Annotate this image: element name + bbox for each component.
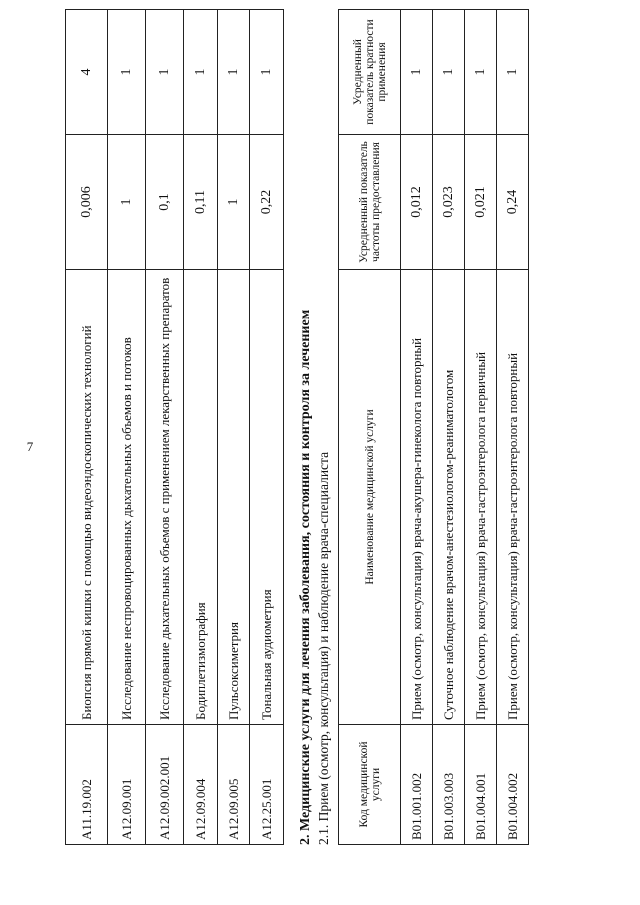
frequency-cell: 0,24 [497, 135, 529, 270]
multiplicity-cell: 4 [66, 10, 108, 135]
frequency-cell: 0,1 [146, 135, 184, 270]
table-row [497, 10, 529, 845]
frequency-cell: 0,006 [66, 135, 108, 270]
service-code-cell: B01.004.002 [497, 725, 529, 845]
service-code-cell: A12.09.001 [108, 725, 146, 845]
frequency-cell: 0,021 [465, 135, 497, 270]
section-heading: 2. Медицинские услуги для лечения заболевания, состояния и контроля за лечением [298, 309, 313, 845]
header-frequency: Усредненный показатель частоты предоставления [339, 135, 401, 270]
service-name-cell: Тональная аудиометрия [250, 270, 284, 725]
multiplicity-cell: 1 [108, 10, 146, 135]
multiplicity-cell: 1 [218, 10, 250, 135]
service-name-cell: Суточное наблюдение врачом-анестезиологом-реаниматологом [433, 270, 465, 725]
frequency-cell: 0,023 [433, 135, 465, 270]
multiplicity-cell: 1 [497, 10, 529, 135]
service-name-cell: Исследование дыхательных объемов с применением лекарственных препаратов [146, 270, 184, 725]
frequency-cell: 1 [218, 135, 250, 270]
multiplicity-cell: 1 [465, 10, 497, 135]
service-code-cell: B01.004.001 [465, 725, 497, 845]
frequency-cell: 1 [108, 135, 146, 270]
table-row [146, 10, 184, 845]
service-name-cell: Бодиплетизмография [184, 270, 218, 725]
services-table-continued [65, 9, 284, 845]
subsection-heading: 2.1. Прием (осмотр, консультация) и наблюдение врача-специалиста [316, 451, 331, 845]
table-row [66, 10, 108, 845]
service-name-cell: Исследование неспровоцированных дыхательных объемов и потоков [108, 270, 146, 725]
service-code-cell: A12.09.004 [184, 725, 218, 845]
table-row [218, 10, 250, 845]
service-name-cell: Пульсоксиметрия [218, 270, 250, 725]
table-row [108, 10, 146, 845]
table-row [401, 10, 433, 845]
multiplicity-cell: 1 [433, 10, 465, 135]
frequency-cell: 0,11 [184, 135, 218, 270]
header-multiplicity: Усредненный показатель кратности применения [339, 10, 401, 135]
service-code-cell: A12.09.002.001 [146, 725, 184, 845]
service-code-cell: A11.19.002 [66, 725, 108, 845]
table-row [250, 10, 284, 845]
service-code-cell: B01.003.003 [433, 725, 465, 845]
header-code: Код медицинской услуги [339, 725, 401, 845]
page-number: 7 [26, 438, 34, 454]
service-name-cell: Прием (осмотр, консультация) врача-акушера-гинеколога повторный [401, 270, 433, 725]
multiplicity-cell: 1 [146, 10, 184, 135]
table-header-row [339, 10, 401, 845]
frequency-cell: 0,22 [250, 135, 284, 270]
service-name-cell: Прием (осмотр, консультация) врача-гастроэнтеролога первичный [465, 270, 497, 725]
service-code-cell: A12.25.001 [250, 725, 284, 845]
frequency-cell: 0,012 [401, 135, 433, 270]
header-name: Наименование медицинской услуги [339, 270, 401, 725]
multiplicity-cell: 1 [401, 10, 433, 135]
specialist-consultation-table [338, 9, 529, 845]
service-code-cell: B01.001.002 [401, 725, 433, 845]
table-row [465, 10, 497, 845]
table-row [433, 10, 465, 845]
service-name-cell: Биопсия прямой кишки с помощью видеоэндоскопических технологий [66, 270, 108, 725]
table-row [184, 10, 218, 845]
service-name-cell: Прием (осмотр, консультация) врача-гастроэнтеролога повторный [497, 270, 529, 725]
multiplicity-cell: 1 [184, 10, 218, 135]
multiplicity-cell: 1 [250, 10, 284, 135]
service-code-cell: A12.09.005 [218, 725, 250, 845]
